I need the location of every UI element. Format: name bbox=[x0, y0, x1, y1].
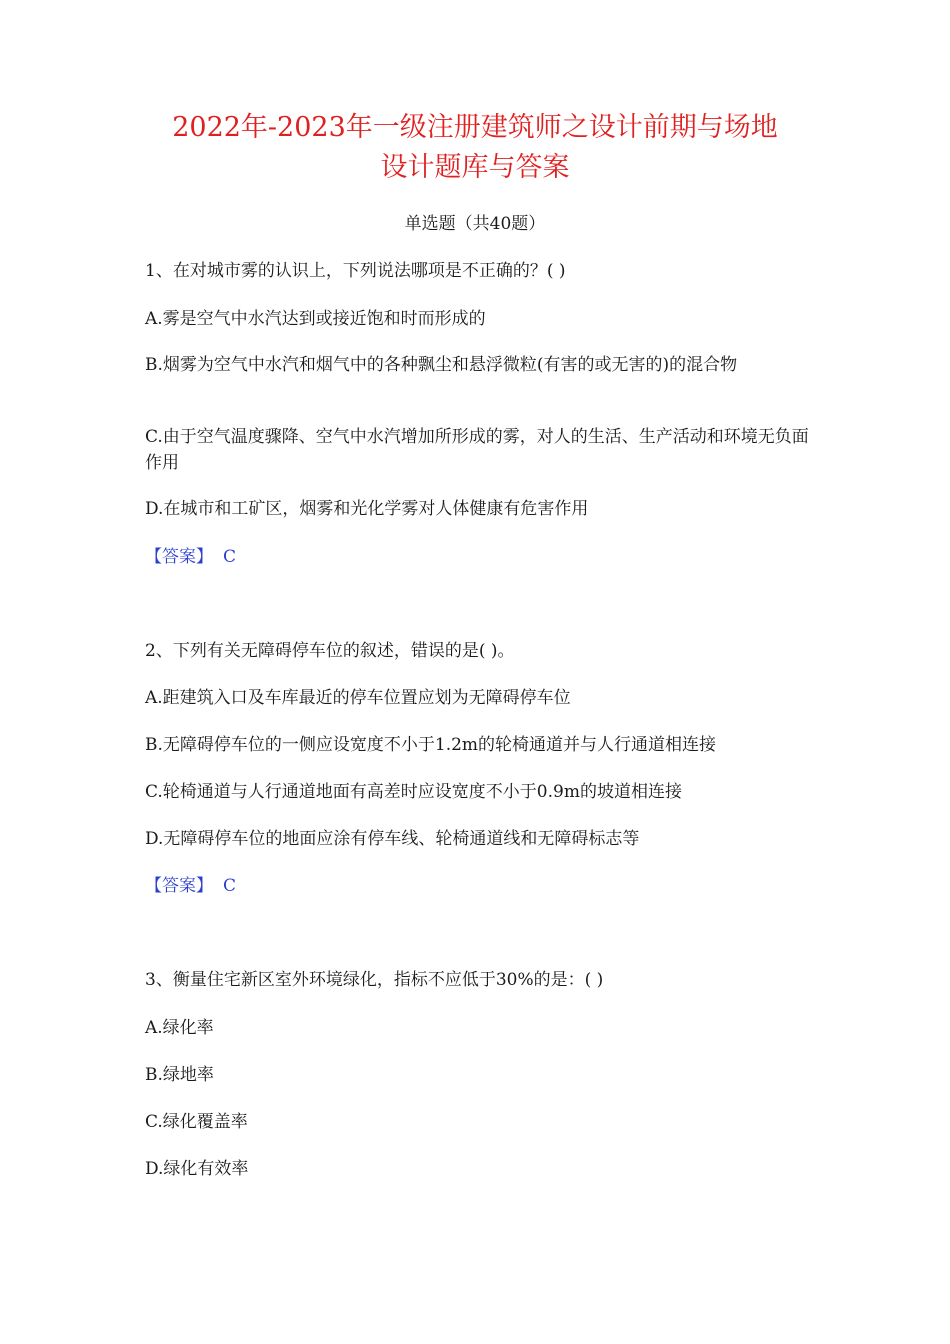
question-2-option-b: B.无障碍停车位的一侧应设宽度不小于1.2m的轮椅通道并与人行通道相连接 bbox=[145, 735, 717, 755]
question-3-option-c: C.绿化覆盖率 bbox=[145, 1112, 248, 1132]
question-1-option-a: A.雾是空气中水汽达到或接近饱和时而形成的 bbox=[145, 309, 486, 329]
question-2-stem: 2、下列有关无障碍停车位的叙述，错误的是( )。 bbox=[145, 641, 515, 661]
question-2-option-c: C.轮椅通道与人行通道地面有高差时应设宽度不小于0.9m的坡道相连接 bbox=[145, 782, 682, 802]
question-3-option-a: A.绿化率 bbox=[145, 1018, 214, 1038]
answer-label: 【答案】 bbox=[145, 876, 213, 896]
answer-value: C bbox=[223, 547, 237, 567]
title-line-2: 设计题库与答案 bbox=[380, 152, 570, 183]
title-line-1: 2022年-2023年一级注册建筑师之设计前期与场地 bbox=[172, 112, 778, 143]
question-1-option-b: B.烟雾为空气中水汽和烟气中的各种飘尘和悬浮微粒(有害的或无害的)的混合物 bbox=[145, 355, 738, 375]
question-1-stem: 1、在对城市雾的认识上，下列说法哪项是不正确的？( ) bbox=[145, 261, 566, 281]
question-3-option-b: B.绿地率 bbox=[145, 1065, 214, 1085]
answer-value: C bbox=[223, 876, 237, 896]
question-2-option-a: A.距建筑入口及车库最近的停车位置应划为无障碍停车位 bbox=[145, 688, 571, 708]
answer-label: 【答案】 bbox=[145, 547, 213, 567]
question-2-option-d: D.无障碍停车位的地面应涂有停车线、轮椅通道线和无障碍标志等 bbox=[145, 829, 640, 849]
document-title bbox=[100, 108, 850, 188]
section-heading: 单选题（共40题） bbox=[404, 214, 546, 234]
question-1-option-c: C.由于空气温度骤降、空气中水汽增加所形成的雾，对人的生活、生产活动和环境无负面作用 bbox=[145, 427, 809, 473]
question-1-answer bbox=[145, 544, 810, 570]
question-3-stem: 3、衡量住宅新区室外环境绿化，指标不应低于30%的是：( ) bbox=[145, 970, 604, 990]
question-1-option-d: D.在城市和工矿区，烟雾和光化学雾对人体健康有危害作用 bbox=[145, 499, 589, 519]
question-2-answer bbox=[145, 873, 810, 899]
question-3-option-d: D.绿化有效率 bbox=[145, 1159, 249, 1179]
